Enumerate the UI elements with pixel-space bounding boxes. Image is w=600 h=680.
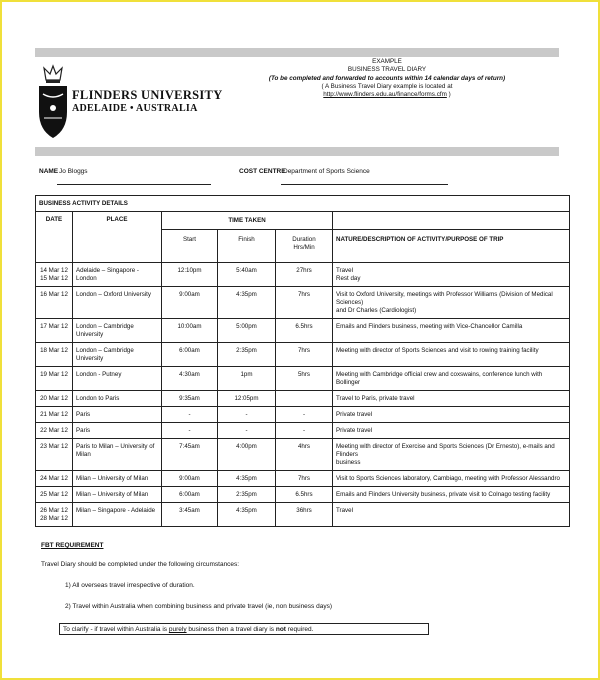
place-cell bbox=[73, 439, 162, 471]
finish-cell: 4:35pm bbox=[218, 287, 276, 319]
duration-cell: 6.5hrs bbox=[276, 487, 333, 503]
table-row bbox=[36, 367, 570, 391]
duration-cell: 7hrs bbox=[276, 343, 333, 367]
date-text: 26 Mar 12 bbox=[40, 507, 68, 514]
clarify-middle: business then a travel diary is bbox=[188, 626, 275, 633]
start-header: Start bbox=[162, 230, 218, 263]
date-cell: 25 Mar 12 bbox=[36, 487, 73, 503]
finish-cell: 4:00pm bbox=[218, 439, 276, 471]
time-taken-header: TIME TAKEN bbox=[162, 212, 333, 230]
finish-cell: 2:35pm bbox=[218, 487, 276, 503]
place-cell: London – Oxford University bbox=[73, 287, 162, 319]
business-activity-table bbox=[35, 195, 570, 527]
duration-cell bbox=[276, 391, 333, 407]
table-row bbox=[36, 287, 570, 319]
example-label: EXAMPLE bbox=[372, 58, 402, 65]
fbt-item-1: 1) All overseas travel irrespective of duration. bbox=[65, 582, 195, 589]
start-cell: 10:00am bbox=[162, 319, 218, 343]
finish-cell: 12:05pm bbox=[218, 391, 276, 407]
link-prefix: ( A Business Travel Diary example is located at bbox=[321, 83, 453, 90]
duration-cell: 6.5hrs bbox=[276, 319, 333, 343]
finish-header: Finish bbox=[218, 230, 276, 263]
example-location-note bbox=[262, 83, 512, 99]
name-label: NAME bbox=[39, 168, 59, 175]
date-cell: 18 Mar 12 bbox=[36, 343, 73, 367]
duration-label: Duration bbox=[292, 236, 316, 243]
date-text: 14 Mar 12 bbox=[40, 267, 68, 274]
table-row bbox=[36, 319, 570, 343]
nature-text: Meeting with director of Exercise and Sports Sciences (Dr Ernesto), e-mails and Flinders bbox=[336, 443, 555, 458]
table-row bbox=[36, 471, 570, 487]
date-cell: 19 Mar 12 bbox=[36, 367, 73, 391]
finish-cell: 5:00pm bbox=[218, 319, 276, 343]
finish-cell: 4:35pm bbox=[218, 503, 276, 527]
place-cell: Milan – University of Milan bbox=[73, 487, 162, 503]
nature-cell: Meeting with director of Sports Sciences and visit to rowing training facility bbox=[333, 343, 570, 367]
bottom-divider-bar bbox=[35, 147, 559, 156]
date-text-2: 15 Mar 12 bbox=[40, 275, 68, 282]
nature-cell: Meeting with Cambridge official crew and coxswains, conference lunch with Bollinger bbox=[333, 367, 570, 391]
start-cell: 3:45am bbox=[162, 503, 218, 527]
place-text-2: Milan bbox=[76, 451, 91, 458]
nature-header: NATURE/DESCRIPTION OF ACTIVITY/PURPOSE OF TRIP bbox=[333, 230, 570, 263]
place-cell: London - Putney bbox=[73, 367, 162, 391]
place-header: PLACE bbox=[73, 212, 162, 263]
cost-centre-underline bbox=[281, 184, 448, 185]
form-instruction: (To be completed and forwarded to accounts within 14 calendar days of return) bbox=[268, 75, 506, 82]
date-cell: 17 Mar 12 bbox=[36, 319, 73, 343]
clarify-underline: purely bbox=[168, 626, 187, 633]
table-row bbox=[36, 407, 570, 423]
nature-text-2: and Dr Charles (Cardiologist) bbox=[336, 307, 417, 314]
top-divider-bar bbox=[35, 48, 559, 57]
clarification-box bbox=[59, 623, 429, 635]
start-cell: - bbox=[162, 407, 218, 423]
date-cell: 16 Mar 12 bbox=[36, 287, 73, 319]
name-value[interactable]: Jo Bloggs bbox=[59, 168, 88, 175]
place-cell: Milan – Singapore - Adelaide bbox=[73, 503, 162, 527]
nature-cell: Travel bbox=[333, 503, 570, 527]
duration-cell: 4hrs bbox=[276, 439, 333, 471]
date-header: DATE bbox=[36, 212, 73, 263]
clarify-suffix: required. bbox=[287, 626, 314, 633]
table-row bbox=[36, 343, 570, 367]
date-cell bbox=[36, 263, 73, 287]
date-cell: 23 Mar 12 bbox=[36, 439, 73, 471]
fbt-intro: Travel Diary should be completed under the following circumstances: bbox=[41, 561, 240, 568]
start-cell: 4:30am bbox=[162, 367, 218, 391]
nature-text-2: business bbox=[336, 459, 361, 466]
start-cell: 9:00am bbox=[162, 471, 218, 487]
nature-text: Visit to Oxford University, meetings with Professor Williams (Division of Medical Sciences) bbox=[336, 291, 553, 306]
date-cell: 20 Mar 12 bbox=[36, 391, 73, 407]
table-row bbox=[36, 263, 570, 287]
duration-cell: 5hrs bbox=[276, 367, 333, 391]
place-cell: London to Paris bbox=[73, 391, 162, 407]
university-crest-logo bbox=[38, 64, 68, 140]
place-cell: Paris bbox=[73, 423, 162, 439]
place-text: Paris to Milan – University of bbox=[76, 443, 155, 450]
finish-cell: 5:40am bbox=[218, 263, 276, 287]
nature-cell: Private travel bbox=[333, 407, 570, 423]
nature-cell: Travel to Paris, private travel bbox=[333, 391, 570, 407]
duration-cell: 7hrs bbox=[276, 287, 333, 319]
date-text-2: 28 Mar 12 bbox=[40, 515, 68, 522]
nature-blank-header bbox=[333, 212, 570, 230]
place-cell: Paris bbox=[73, 407, 162, 423]
start-cell: 9:35am bbox=[162, 391, 218, 407]
table-row bbox=[36, 487, 570, 503]
nature-cell bbox=[333, 439, 570, 471]
duration-header bbox=[276, 230, 333, 263]
university-name: FLINDERS UNIVERSITY bbox=[72, 88, 223, 102]
table-row bbox=[36, 503, 570, 527]
finish-cell: 1pm bbox=[218, 367, 276, 391]
form-title: BUSINESS TRAVEL DIARY bbox=[347, 66, 427, 73]
date-cell: 21 Mar 12 bbox=[36, 407, 73, 423]
duration-cell: - bbox=[276, 423, 333, 439]
finish-cell: - bbox=[218, 423, 276, 439]
fbt-item-2: 2) Travel within Australia when combining business and private travel (ie, non business days) bbox=[65, 603, 332, 610]
place-cell: London – Cambridge University bbox=[73, 319, 162, 343]
name-underline bbox=[57, 184, 211, 185]
fbt-requirement-heading: FBT REQUIREMENT bbox=[41, 542, 104, 549]
start-cell: 6:00am bbox=[162, 487, 218, 503]
clarify-bold: not bbox=[275, 626, 286, 633]
nature-cell: Emails and Flinders business, meeting with Vice-Chancellor Camilla bbox=[333, 319, 570, 343]
table-row bbox=[36, 439, 570, 471]
place-cell: Milan – University of Milan bbox=[73, 471, 162, 487]
finish-cell: 4:35pm bbox=[218, 471, 276, 487]
date-cell: 22 Mar 12 bbox=[36, 423, 73, 439]
place-cell: Adelaide – Singapore - London bbox=[73, 263, 162, 287]
forms-link[interactable]: http://www.flinders.edu.au/finance/forms.cfm bbox=[323, 91, 447, 98]
table-row bbox=[36, 391, 570, 407]
start-cell: 6:00am bbox=[162, 343, 218, 367]
finish-cell: 2:35pm bbox=[218, 343, 276, 367]
section-title: BUSINESS ACTIVITY DETAILS bbox=[36, 196, 570, 212]
date-cell bbox=[36, 503, 73, 527]
duration-cell: 27hrs bbox=[276, 263, 333, 287]
nature-text: Travel bbox=[336, 267, 353, 274]
start-cell: - bbox=[162, 423, 218, 439]
duration-cell: - bbox=[276, 407, 333, 423]
start-cell: 7:45am bbox=[162, 439, 218, 471]
university-location: ADELAIDE • AUSTRALIA bbox=[72, 103, 198, 114]
nature-text-2: Rest day bbox=[336, 275, 361, 282]
finish-cell: - bbox=[218, 407, 276, 423]
cost-centre-value[interactable]: Department of Sports Science bbox=[283, 168, 370, 175]
nature-cell: Emails and Flinders University business, private visit to Colnago testing facility bbox=[333, 487, 570, 503]
start-cell: 9:00am bbox=[162, 287, 218, 319]
date-cell: 24 Mar 12 bbox=[36, 471, 73, 487]
table-row bbox=[36, 423, 570, 439]
nature-cell bbox=[333, 287, 570, 319]
link-suffix: ) bbox=[448, 91, 451, 98]
start-cell: 12:10pm bbox=[162, 263, 218, 287]
clarify-prefix: To clarify - if travel within Australia is bbox=[63, 626, 168, 633]
nature-cell: Visit to Sports Sciences laboratory, Cambiago, meeting with Professor Alessandro bbox=[333, 471, 570, 487]
duration-unit: Hrs/Min bbox=[293, 244, 315, 251]
nature-cell: Private travel bbox=[333, 423, 570, 439]
place-cell: London – Cambridge University bbox=[73, 343, 162, 367]
nature-cell bbox=[333, 263, 570, 287]
duration-cell: 36hrs bbox=[276, 503, 333, 527]
cost-centre-label: COST CENTRE bbox=[239, 168, 286, 175]
duration-cell: 7hrs bbox=[276, 471, 333, 487]
